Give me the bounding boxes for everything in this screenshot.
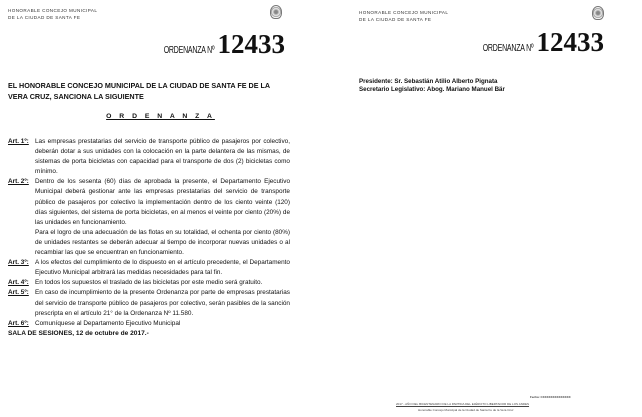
intro-text: EL HONORABLE CONCEJO MUNICIPAL DE LA CIUDAD DE SANTA FE DE LA VERA CRUZ, SANCIONA LA SIGUIENTE (8, 81, 270, 101)
article-text: En caso de incumplimiento de la presente Ordenanza por parte de empresas prestatarias del servicio de transporte público de pasajeros por colectivo, serán pasibles de la sanción prescripta en el artículo 21° de la Ordenanza Nº 11.580. (35, 289, 290, 317)
article-text: Dentro de los sesenta (60) días de aprobada la presente, el Departamento Ejecutivo Municipal deberá gestionar ante las empresas prestatarias del servicio de transporte público de pasajeros por colectivo la implementación dentro de los ciento veinte (120) días siguientes, del sistema de porta bicicletas, en al menos el veinte por ciento (20%) de las unidades en funcionamiento. (35, 178, 290, 226)
article (8, 319, 290, 329)
letterhead (359, 9, 448, 23)
closing-line: SALA DE SESIONES, 12 de octubre de 2017.- (8, 329, 149, 337)
article-text: Para el logro de una adecuación de las flotas en su totalidad, el ochenta por ciento (80%) de unidades restantes se deberán adecuar al tiempo de incorporar nuevas unidades o al recambiar las que se encuentran en funcionamiento. (35, 228, 290, 257)
article (8, 137, 290, 177)
article-label: Art. 1º: (8, 138, 29, 145)
letterhead-line: HONORABLE CONCEJO MUNICIPAL (8, 8, 98, 13)
article-label: Art. 5º: (8, 289, 29, 297)
secretary: Secretario Legislativo: Abog. Mariano Manuel Bär (359, 86, 505, 93)
letterhead-line: HONORABLE CONCEJO MUNICIPAL (359, 10, 449, 15)
seal-icon (592, 6, 604, 20)
ordinance-num: 12433 (536, 27, 604, 57)
article-label: Art. 6º: (8, 319, 29, 327)
article-text: A los efectos del cumplimiento de lo dispuesto en el artículo precedente, el Departamento Ejecutivo Municipal arbitrará las medidas necesidades para tal fin. (35, 259, 290, 277)
article (8, 278, 290, 288)
article (8, 288, 290, 318)
articles (8, 137, 290, 339)
ordinance-number (142, 29, 285, 60)
ordinance-title: O R D E N A N Z A (106, 113, 215, 120)
article (8, 258, 290, 278)
seal-icon (270, 5, 282, 19)
president: Presidente: Sr. Sebastián Atilio Alberto Pignata (359, 78, 498, 85)
article-text: Comuníquese al Departamento Ejecutivo Municipal (35, 319, 181, 327)
ordinance-label: ORDENANZA Nº (482, 43, 534, 54)
footer-org: Honorable Concejo Municipal de la Ciudad de Santa Fe de la Vera Cruz (418, 408, 514, 412)
article-label: Art. 3º: (8, 259, 29, 267)
signatories (359, 78, 505, 94)
ordinance-number (461, 27, 604, 58)
ordinance-label: ORDENANZA Nº (163, 45, 215, 56)
article (8, 177, 290, 258)
page-2 (321, 0, 642, 417)
article-text: Las empresas prestatarias del servicio de transporte público de pasajeros por colectivo, deberán dotar a sus unidades con la colocación en la parte delantera de las mismas, de sistemas de porta bicicletas con capacidad para el transporte de dos (2) bicicletas como mínimo. (35, 138, 290, 176)
letterhead-line: DE LA CIUDAD DE SANTA FE (8, 15, 81, 20)
letterhead-line: DE LA CIUDAD DE SANTA FE (359, 17, 432, 22)
article-label: Art. 4º: (8, 279, 29, 287)
footer-code: Fecha: CXXXXXXXXXXXXXX (530, 395, 571, 399)
ordinance-num: 12433 (217, 29, 285, 59)
footer-year: 2017 - AÑO DEL BICENTENARIO DE LA PARTIDA DEL EJÉRCITO LIBERTADOR DE LOS ANDES (396, 402, 530, 406)
article-label: Art. 2º: (8, 178, 29, 186)
article-text: En todos los supuestos el traslado de las bicicletas por este medio será gratuito. (35, 279, 263, 287)
letterhead (8, 7, 97, 21)
